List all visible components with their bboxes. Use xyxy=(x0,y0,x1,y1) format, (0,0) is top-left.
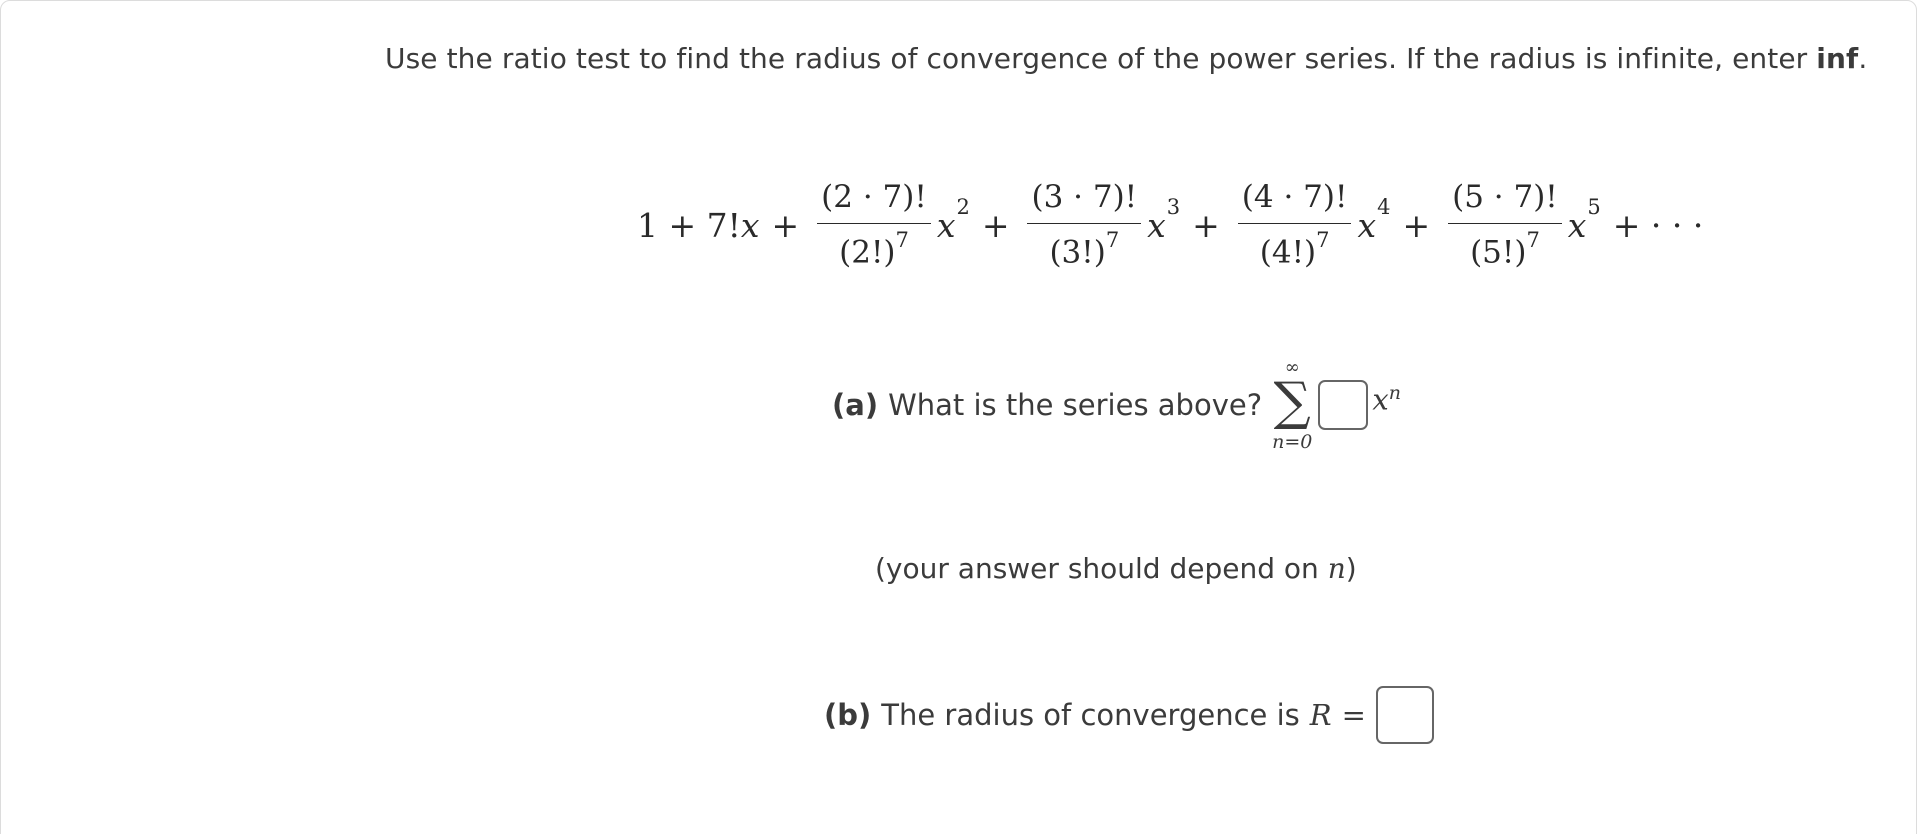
series-term-fraction xyxy=(1448,179,1562,270)
series-x: x xyxy=(1567,205,1587,245)
answer-hint: (your answer should depend on n) xyxy=(875,552,1357,585)
question-prompt xyxy=(385,42,1867,75)
part-b-answer-input[interactable] xyxy=(1376,686,1434,744)
summation-upper-limit: ∞ xyxy=(1284,357,1300,378)
power-series-expression xyxy=(637,170,1715,280)
part-a-label: (a) xyxy=(832,388,879,422)
series-tail: + · · · xyxy=(1612,205,1704,245)
equals-sign: = xyxy=(1341,698,1366,732)
series-x: x xyxy=(936,205,956,245)
hint-variable-n: n xyxy=(1327,552,1346,585)
prompt-end: . xyxy=(1858,42,1868,75)
fraction-denominator: $(5!)^7$ xyxy=(1470,228,1540,271)
series-term-fraction xyxy=(1238,179,1352,270)
prompt-inf-keyword: inf xyxy=(1816,42,1859,75)
part-b-question xyxy=(824,686,1434,744)
series-x: x xyxy=(1147,205,1166,245)
series-plus: + xyxy=(1192,205,1220,245)
series-plus: + xyxy=(1402,205,1431,245)
fraction-denominator: $(3!)^7$ xyxy=(1049,228,1120,271)
summation-lower-limit: n=0 xyxy=(1272,431,1313,453)
prompt-text: Use the ratio test to find the radius of convergence of the power series. If the radius is infinite, enter xyxy=(385,42,1817,75)
part-a-answer-input[interactable] xyxy=(1318,380,1368,430)
fraction-denominator: $(4!)^7$ xyxy=(1259,228,1330,271)
series-plus: + xyxy=(771,205,800,245)
series-term-fraction xyxy=(817,179,931,270)
part-b-label: (b) xyxy=(824,698,872,732)
summation-symbol xyxy=(1272,357,1312,453)
part-a-question xyxy=(832,350,1401,460)
x-to-the-n: $x^n$ xyxy=(1372,381,1401,417)
series-x: x xyxy=(1357,205,1377,245)
fraction-denominator: $(2!)^7$ xyxy=(839,228,909,271)
series-power: 5 xyxy=(1587,195,1601,219)
fraction-numerator: (3 · 7)! xyxy=(1027,179,1141,224)
radius-variable: R xyxy=(1309,698,1332,732)
fraction-numerator: (5 · 7)! xyxy=(1448,179,1562,224)
series-power: 3 xyxy=(1166,195,1181,219)
series-x: x xyxy=(740,205,760,245)
part-a-text: What is the series above? xyxy=(888,388,1263,422)
series-plus: + xyxy=(981,205,1010,245)
series-lead: 1 + 7! xyxy=(637,205,741,245)
series-term-fraction xyxy=(1027,179,1141,270)
series-power: 2 xyxy=(956,195,970,219)
series-power: 4 xyxy=(1377,195,1391,219)
part-b-text: The radius of convergence is xyxy=(881,698,1300,732)
sigma-icon: ∑ xyxy=(1273,372,1311,432)
fraction-numerator: (2 · 7)! xyxy=(817,179,931,224)
fraction-numerator: (4 · 7)! xyxy=(1238,179,1352,224)
